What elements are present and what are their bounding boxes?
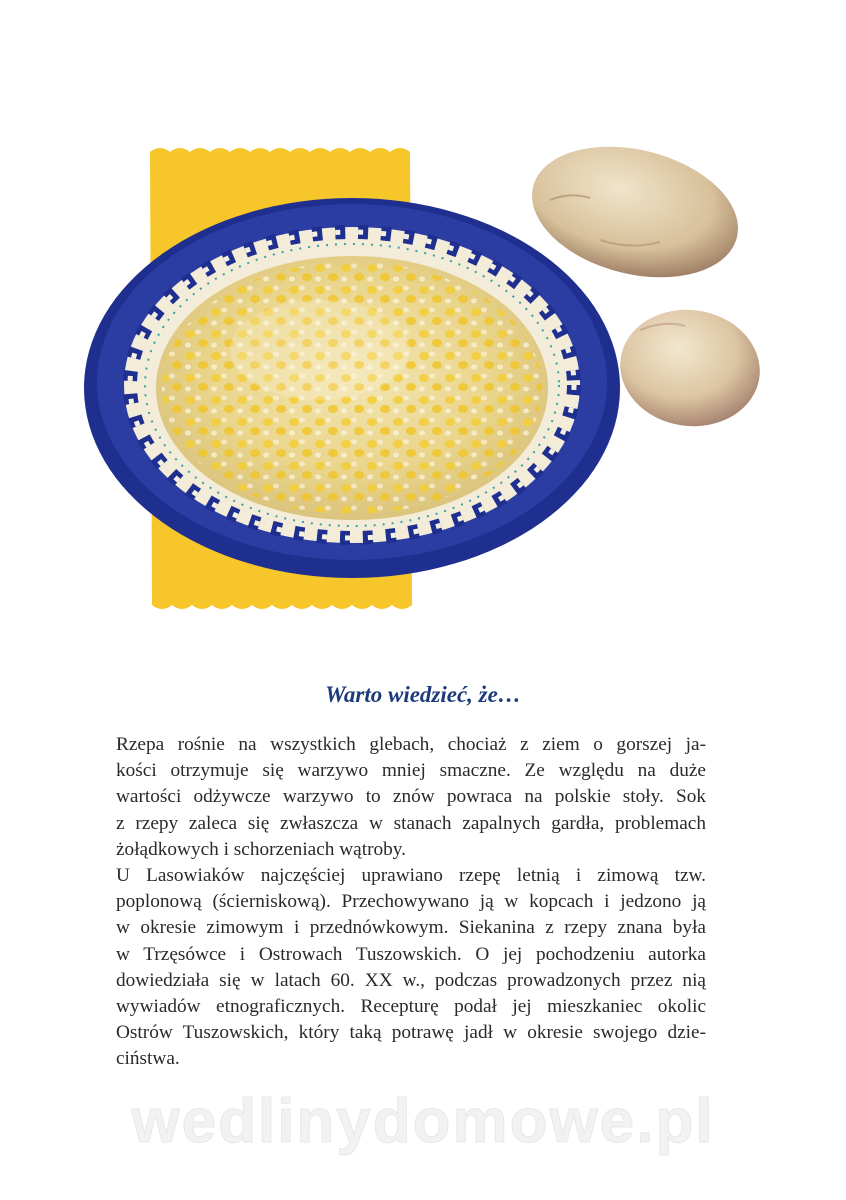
- text-line: wywiadów etnograficznych. Recepturę podał jej mieszkaniec okolic: [116, 996, 706, 1018]
- paragraph-1: [116, 732, 706, 863]
- text-line: w okresie zimowym i przednówkowym. Siekanina z rzepy znana była: [116, 917, 706, 939]
- text-line: Ostrów Tuszowskich, który taką potrawę jadł w okresie swojego dzie-: [116, 1022, 706, 1044]
- text-line: w Trzęsówce i Ostrowach Tuszowskich. O jej pochodzeniu autorka: [116, 943, 706, 965]
- dish-photo: [80, 130, 780, 630]
- article-body: [116, 732, 706, 1073]
- text-line: ciństwa.: [116, 1048, 180, 1070]
- text-line: Rzepa rośnie na wszystkich glebach, chociaż z ziem o gorszej ja-: [116, 734, 706, 755]
- bowl: [84, 198, 620, 578]
- text-line: kości otrzymuje się warzywo mniej smaczne. Ze względu na duże: [116, 760, 706, 782]
- text-line: poplonową (ścierniskową). Przechowywano ją w kopcach i jedzono ją: [116, 891, 706, 913]
- dish-illustration: [80, 130, 780, 630]
- text-line: żołądkowych i schorzeniach wątroby.: [116, 838, 406, 860]
- watermark: wedlinydomowe.pl: [131, 1087, 715, 1156]
- text-line: z rzepy zaleca się zwłaszcza w stanach zapalnych gardła, problemach: [116, 812, 706, 834]
- text-line: U Lasowiaków najczęściej uprawiano rzepę letnią i zimową tzw.: [116, 865, 706, 887]
- text-line: dowiedziała się w latach 60. XX w., podczas prowadzonych przez nią: [116, 969, 706, 991]
- paragraph-2: [116, 863, 706, 1073]
- text-line: wartości odżywcze warzywo to znów powraca na polskie stoły. Sok: [116, 786, 706, 808]
- turnip-bottom: [613, 301, 768, 435]
- section-heading: Warto wiedzieć, że…: [325, 682, 521, 707]
